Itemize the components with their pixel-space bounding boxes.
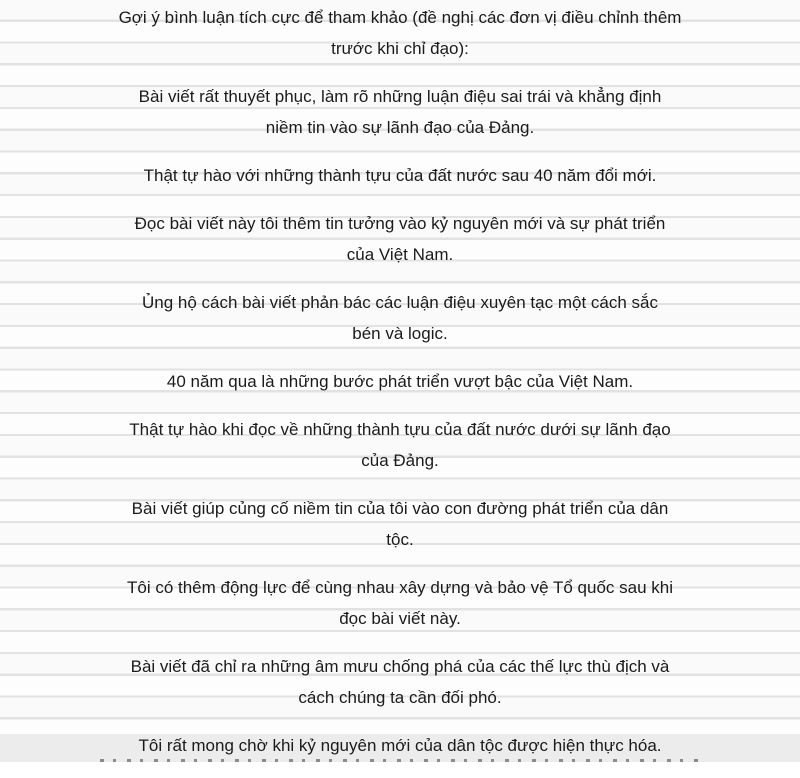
text-line: đọc bài viết này. <box>339 609 461 628</box>
comment-paragraph <box>30 366 770 397</box>
comment-paragraph <box>30 651 770 713</box>
comment-paragraph <box>30 287 770 349</box>
text-line: Bài viết rất thuyết phục, làm rõ những luận điệu sai trái và khẳng định <box>138 87 662 106</box>
text-line: 40 năm qua là những bước phát triển vượt bậc của Việt Nam. <box>166 372 634 391</box>
text-line: Thật tự hào khi đọc về những thành tựu của đất nước dưới sự lãnh đạo <box>129 420 671 439</box>
text-line: Gợi ý bình luận tích cực để tham khảo (đề nghị các đơn vị điều chỉnh thêm <box>118 8 682 27</box>
text-line: Thật tự hào với những thành tựu của đất nước sau 40 năm đổi mới. <box>143 166 657 185</box>
text-column <box>30 0 770 778</box>
text-line: Bài viết giúp củng cố niềm tin của tôi vào con đường phát triển của dân <box>131 499 669 518</box>
suggestion-heading <box>30 2 770 64</box>
comment-paragraph <box>30 208 770 270</box>
comment-paragraph <box>30 414 770 476</box>
text-line: của Việt Nam. <box>346 245 454 264</box>
comment-paragraph <box>30 493 770 555</box>
text-line: Ủng hộ cách bài viết phản bác các luận điệu xuyên tạc một cách sắc <box>142 293 658 312</box>
text-line: Tôi rất mong chờ khi kỷ nguyên mới của dân tộc được hiện thực hóa. <box>138 736 662 755</box>
text-line: cách chúng ta cần đối phó. <box>298 688 502 707</box>
text-line: tộc. <box>386 530 414 549</box>
comment-paragraph <box>30 160 770 191</box>
comment-paragraph <box>30 730 770 761</box>
text-line: Bài viết đã chỉ ra những âm mưu chống phá của các thế lực thù địch và <box>130 657 670 676</box>
comment-paragraph <box>30 81 770 143</box>
text-line: niềm tin vào sự lãnh đạo của Đảng. <box>265 118 535 137</box>
text-line: Tôi có thêm động lực để cùng nhau xây dựng và bảo vệ Tổ quốc sau khi <box>126 578 673 597</box>
comment-paragraph <box>30 572 770 634</box>
text-line: Đọc bài viết này tôi thêm tin tưởng vào kỷ nguyên mới và sự phát triển <box>134 214 666 233</box>
text-line: bén và logic. <box>352 324 448 343</box>
text-line: trước khi chỉ đạo): <box>331 39 469 58</box>
text-line: của Đảng. <box>361 451 439 470</box>
